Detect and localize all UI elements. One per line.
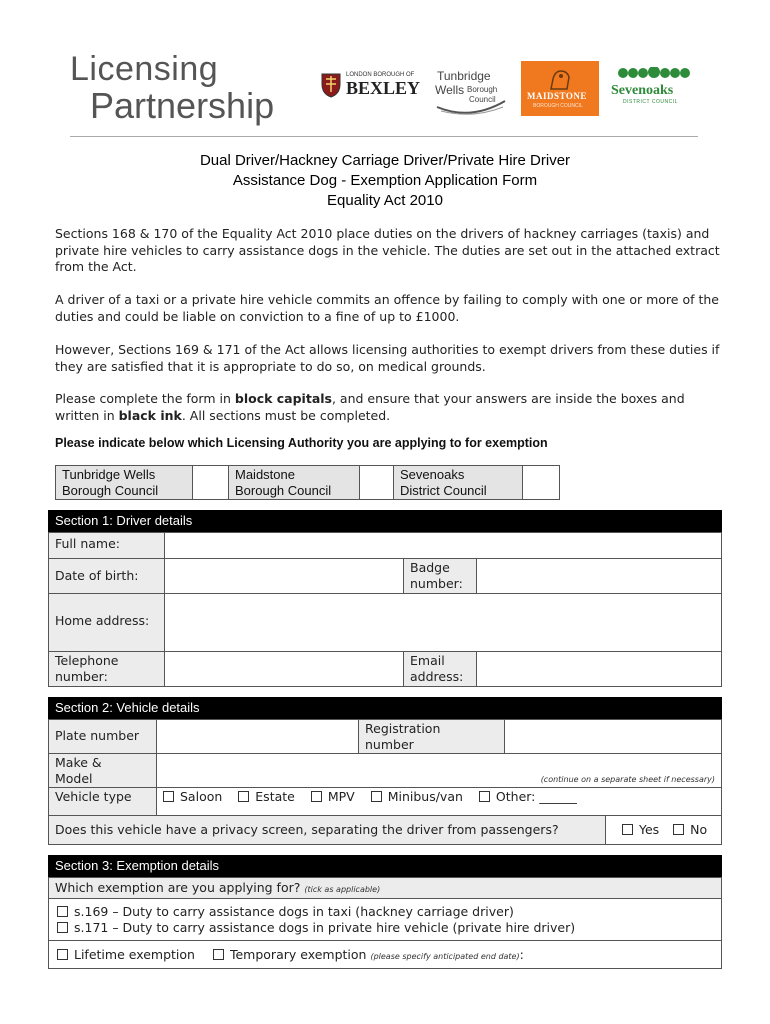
maidstone-sub: BOROUGH COUNCIL: [533, 103, 583, 109]
home-address-label: Home address:: [48, 593, 165, 652]
tw-line4: Council: [469, 95, 496, 104]
lifetime-option[interactable]: [57, 947, 195, 962]
exemption-sections: [48, 898, 722, 941]
other-label: Other: ______: [495, 789, 577, 804]
bexley-logo: [320, 68, 420, 104]
form-title-line2: Assistance Dog - Exemption Application Form: [232, 172, 538, 189]
make-label-line1: Make &: [55, 755, 102, 770]
authority-maidstone-line1: Maidstone: [235, 467, 295, 482]
maidstone-logo: [521, 61, 599, 116]
sevenoaks-trees-icon: [617, 67, 693, 83]
exemption-duration: [48, 940, 722, 969]
authority-maidstone-tickbox[interactable]: [359, 465, 394, 500]
badge-label-line1: Badge: [410, 560, 450, 575]
privacy-screen-question: Does this vehicle have a privacy screen, separating the driver from passengers?: [48, 815, 606, 845]
dob-field[interactable]: [164, 558, 404, 594]
registration-label: [358, 719, 505, 754]
badge-label: [403, 558, 477, 594]
bexley-small-text: LONDON BOROUGH OF: [346, 72, 415, 78]
p4-text-e: . All sections must be completed.: [181, 407, 391, 423]
make-model-label: [48, 753, 157, 788]
saloon-label: Saloon: [180, 789, 223, 804]
exemption-s171[interactable]: [57, 920, 713, 936]
temporary-colon: :: [519, 947, 524, 962]
email-label-line1: Email: [410, 653, 445, 668]
telephone-label-line1: Telephone: [55, 653, 119, 668]
tw-line1: Tunbridge: [437, 69, 491, 83]
authority-prompt: Please indicate below which Licensing Authority you are applying to for exemption: [55, 436, 548, 450]
privacy-yes[interactable]: [622, 822, 659, 837]
full-name-label: Full name:: [48, 532, 165, 559]
temporary-option[interactable]: [213, 947, 524, 962]
lifetime-checkbox[interactable]: [57, 949, 68, 960]
p4-text-a: Please complete the form in: [55, 391, 235, 406]
badge-number-field[interactable]: [476, 558, 722, 594]
s171-label: s.171 – Duty to carry assistance dogs in private hire vehicle (private hire driver): [74, 920, 576, 935]
authority-sevenoaks-tickbox[interactable]: [522, 465, 560, 500]
plate-number-label: Plate number: [48, 719, 157, 754]
p4-block-capitals: block capitals: [234, 391, 332, 406]
sevenoaks-name: Sevenoaks: [611, 83, 674, 98]
badge-label-line2: number:: [410, 576, 463, 591]
intro-paragraph-3: However, Sections 169 & 171 of the Act allows licensing authorities to exempt drivers from these duties if they are satisfied that it is appropriate to do so, on medical grounds.: [55, 342, 720, 374]
temporary-label: Temporary exemption: [229, 947, 367, 962]
sevenoaks-sub: DISTRICT COUNCIL: [623, 99, 678, 105]
intro-paragraph-4: [55, 391, 720, 424]
registration-label-line2: number: [365, 737, 414, 752]
privacy-yes-label: Yes: [639, 822, 660, 837]
maidstone-name: MAIDSTONE: [527, 91, 587, 101]
type-estate[interactable]: [238, 789, 295, 804]
header-divider: [70, 136, 698, 137]
sevenoaks-logo: [609, 67, 699, 107]
email-label: [403, 651, 477, 687]
type-mpv[interactable]: [311, 789, 355, 804]
p4-text-c: , and ensure that your answers are inside the boxes and written in: [55, 391, 685, 423]
vehicle-type-label: Vehicle type: [48, 787, 157, 816]
tunbridge-wells-logo: [433, 63, 508, 115]
privacy-yes-checkbox[interactable]: [622, 824, 633, 835]
registration-number-field[interactable]: [504, 719, 722, 754]
section2-heading: Section 2: Vehicle details: [48, 697, 722, 719]
authority-maidstone-label: [228, 465, 360, 500]
s171-checkbox[interactable]: [57, 922, 68, 933]
type-saloon[interactable]: [163, 789, 222, 804]
full-name-field[interactable]: [164, 532, 722, 559]
telephone-label-line2: number:: [55, 669, 108, 684]
form-title-line3: Equality Act 2010: [327, 192, 443, 209]
privacy-no[interactable]: [673, 822, 707, 837]
type-other[interactable]: [479, 789, 577, 804]
authority-tunbridge-label: [55, 465, 193, 500]
minibus-checkbox[interactable]: [371, 791, 382, 802]
p4-black-ink: black ink: [118, 407, 182, 423]
plate-number-field[interactable]: [156, 719, 359, 754]
dob-label: Date of birth:: [48, 558, 165, 594]
telephone-field[interactable]: [164, 651, 404, 687]
authority-sevenoaks-line2: District Council: [400, 483, 487, 498]
home-address-field[interactable]: [164, 593, 722, 652]
authority-tunbridge-tickbox[interactable]: [192, 465, 229, 500]
s169-label: s.169 – Duty to carry assistance dogs in taxi (hackney carriage driver): [74, 904, 514, 919]
intro-paragraph-2: A driver of a taxi or a private hire vehicle commits an offence by failing to comply with one or more of the duties and could be liable on conviction to a fine of up to £1000.: [55, 292, 719, 324]
mpv-label: MPV: [327, 789, 355, 804]
section1-heading: Section 1: Driver details: [48, 510, 722, 532]
authority-sevenoaks-line1: Sevenoaks: [400, 467, 465, 482]
type-minibus[interactable]: [371, 789, 463, 804]
exemption-question-text: Which exemption are you applying for?: [55, 880, 301, 895]
brand-line1: Licensing: [70, 50, 219, 88]
mpv-checkbox[interactable]: [311, 791, 322, 802]
authority-tunbridge-line2: Borough Council: [62, 483, 159, 498]
minibus-label: Minibus/van: [387, 789, 463, 804]
privacy-no-checkbox[interactable]: [673, 824, 684, 835]
saloon-checkbox[interactable]: [163, 791, 174, 802]
estate-checkbox[interactable]: [238, 791, 249, 802]
s169-checkbox[interactable]: [57, 906, 68, 917]
vehicle-type-options: [156, 787, 722, 816]
form-title-line1: Dual Driver/Hackney Carriage Driver/Private Hire Driver: [199, 152, 571, 169]
continue-note: (continue on a separate sheet if necessary): [540, 775, 715, 784]
telephone-label: [48, 651, 165, 687]
authority-tunbridge-line1: Tunbridge Wells: [62, 467, 156, 482]
make-label-line2: Model: [55, 771, 93, 786]
maidstone-horse-icon: [547, 67, 573, 91]
temporary-checkbox[interactable]: [213, 949, 224, 960]
estate-label: Estate: [255, 789, 295, 804]
email-field[interactable]: [476, 651, 722, 687]
privacy-screen-options: [605, 815, 722, 845]
exemption-question-note: (tick as applicable): [304, 885, 381, 894]
other-checkbox[interactable]: [479, 791, 490, 802]
licensing-partnership-logo: [70, 52, 274, 124]
exemption-question: [48, 877, 722, 899]
bexley-big-text: BEXLEY: [346, 78, 421, 98]
make-model-field[interactable]: [156, 753, 722, 788]
brand-line2: Partnership: [90, 85, 275, 126]
intro-paragraph-1: Sections 168 & 170 of the Equality Act 2010 place duties on the drivers of hackney carriages (taxis) and private hire vehicles to carry assistance dogs in the vehicle. The duties are set out in the attached extract from the Act.: [55, 226, 720, 274]
privacy-no-label: No: [690, 822, 708, 837]
authority-maidstone-line2: Borough Council: [235, 483, 332, 498]
registration-label-line1: Registration: [365, 721, 441, 736]
email-label-line2: address:: [410, 669, 464, 684]
section3-heading: Section 3: Exemption details: [48, 855, 722, 877]
tw-line2: Wells: [435, 83, 465, 97]
tw-line3: Borough: [467, 85, 498, 94]
lifetime-label: Lifetime exemption: [74, 947, 195, 962]
temporary-note: (please specify anticipated end date): [370, 952, 520, 961]
bexley-crest-icon: [320, 70, 342, 98]
exemption-s169[interactable]: [57, 904, 713, 920]
authority-sevenoaks-label: [393, 465, 523, 500]
